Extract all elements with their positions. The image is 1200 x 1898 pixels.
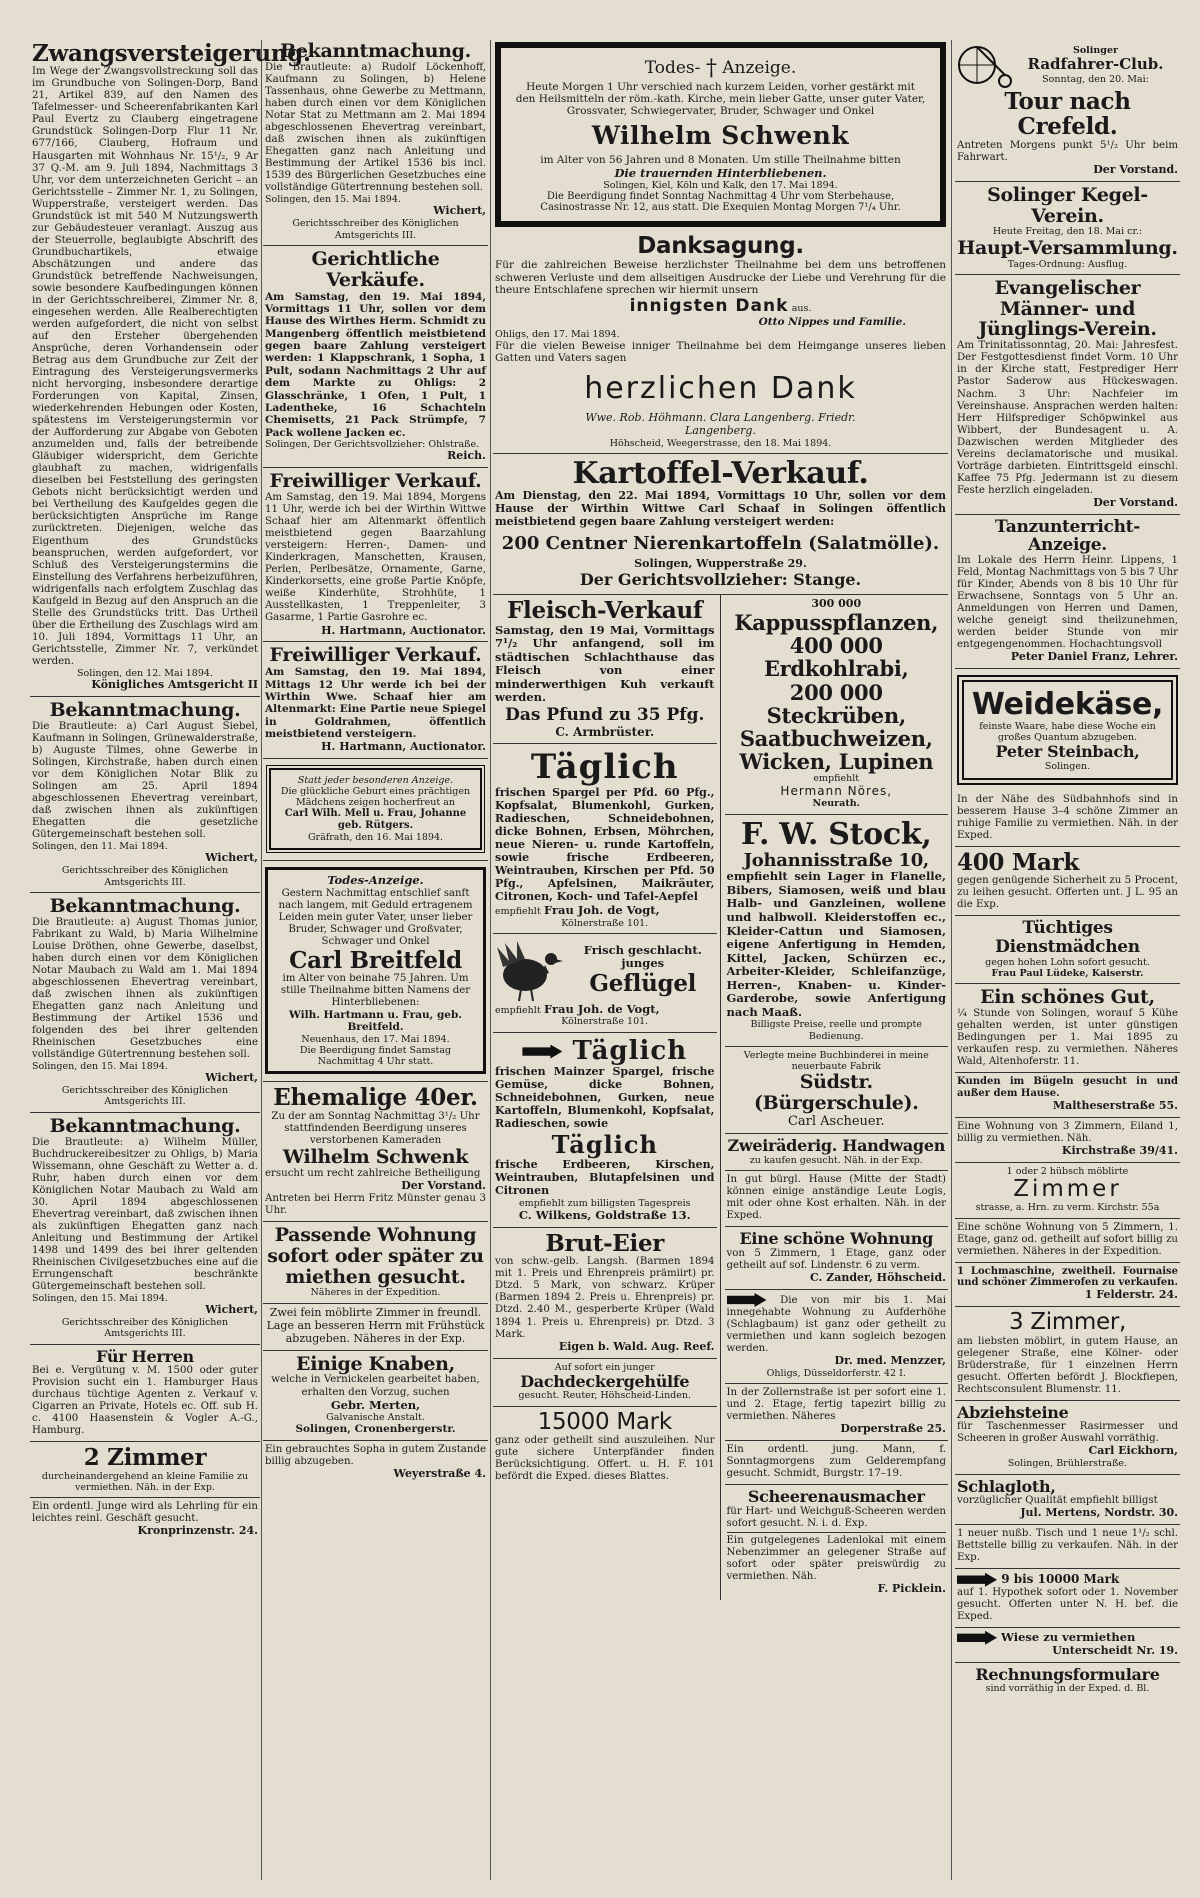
ad-signature-title: Gerichtsschreiber des Königlichen Amtsgerichts III. [61,1085,229,1108]
thanks-date: Ohligs, den 17. Mai 1894. [495,328,620,340]
column-rule [490,40,491,1880]
ad-signature: Der Vorstand. [1093,495,1178,509]
ad-place: Solingen. [1044,760,1091,772]
ad-body2: ersucht um recht zahlreiche Betheiligung [265,1167,481,1179]
ad-signature: Wichert, [205,1071,258,1085]
thanks-names: Wwe. Rob. Höhmann. Clara Langenberg. Friedr. Langenberg. [585,411,856,438]
ad-place: Solingen, Brühlerstraße. [1007,1458,1128,1470]
ad-signature: Unterscheidt Nr. 19. [1052,1643,1178,1657]
column-3 [493,38,948,1883]
ad-pre: 1 oder 2 hübsch möblirte [1006,1165,1129,1177]
ad-heading: Täglich [530,747,679,788]
ad-signature: Kirchstraße 39/41. [1061,1143,1178,1157]
ad-whetstones [955,1401,1180,1475]
ad-heading: Freiwilliger Verkauf. [269,470,482,493]
ad-heading: Eine schöne Wohnung [739,1229,933,1249]
ad-place: Ohligs, Düsseldorferstr. 42 I. [766,1368,906,1380]
ad-signature: Weyerstraße 4. [393,1466,486,1480]
column-4 [955,38,1180,1883]
ad-heading: F. W. Stock, [740,816,932,852]
ad-forms [955,1663,1180,1699]
ad-signature: Dr. med. Menzzer, [834,1354,946,1368]
ad-rooms [955,791,1180,847]
death-body: Heute Morgen 1 Uhr verschied nach kurzem Leiden, vorher gestärkt mit den Heilsmitteln der röm.-kath. Kirche, mein lieber Gatte, unser guter Vater, Grossvater, Schwiegervater, Bruder, Schwager und Onkel [515,81,926,117]
ad-heading: Fleisch-Verkauf [507,597,703,625]
ad-heading: Bekanntmachung. [49,699,241,722]
ad-flat [725,1227,949,1290]
ad-body: Am Samstag, den 19. Mai 1894, Mittags 12 Uhr werde ich bei der Wirthin Wwe. Schaaf hier am Altenmarkt: Eine Partie neue Spiegel in Goldrahmen, öffentlich meistbietend versteigern. [265,666,486,741]
ad-heading: Rechnungsformulare [975,1664,1160,1684]
ad-furnished-rooms [263,1304,488,1351]
ad-body: Zwei fein möblirte Zimmer in freundl. Lage an besseren Herrn mit Frühstück abzugeben. Näheres in der Exp. [266,1305,485,1345]
subcolumn-left [493,595,721,1600]
death-body2: im Alter von 56 Jahren und 8 Monaten. Um stille Theilnahme bitten [540,154,901,166]
ad-heading: Gerichtliche Verkäufe. [311,247,440,291]
ad-heading: 15000 Mark [537,1408,672,1435]
ad-signature: Eigen b. Wald. Aug. Reef. [558,1339,715,1353]
ad-signature: Der Gerichtsvollzieher: Stange. [579,570,862,590]
ad-announcement [30,697,260,893]
ad-apprentice [30,1498,260,1542]
ad-estate [955,984,1180,1073]
death-title-right: Anzeige. [722,58,797,78]
ad-for-gentlemen [30,1345,260,1443]
ad-room [955,1163,1180,1219]
ad-signature: H. Hartmann, Auctionator. [321,739,486,753]
ad-body: zu kaufen gesucht. Näh. in der Exp. [749,1155,923,1166]
death-funeral: Die Beerdigung findet Samstag Nachmittag 4 Uhr statt. [299,1045,452,1068]
ad-body: Die Brautleute: a) August Thomas junior, Fabrikant zu Wald, b) Maria Wilhelmine Louise Dröthen, ohne Gewerbe, daselbst, haben durch einen vor dem Königlichen Notar Maubach zu Wald am 1. Mai 1894 abgeschlossenen Ehevertrag vereinbart, daß zwischen ihnen als zukünftigen Ehegatten ganz nach Anleitung und Bestimmung der Artikel 1536 und folgenden des bei ihrer geltenden Rheinischen Gesetzbuches eine vollständige Gütertrennung bestehen soll. [32,916,258,1061]
death-names: Wilh. Hartmann u. Frau, geb. Breitfeld. [289,1009,462,1034]
death-pre: Todes-Anzeige. [327,872,424,887]
ad-heading: Südstr. (Bürgerschule). [753,1071,919,1115]
ad-heading: Zimmer [1013,1176,1122,1203]
ad-heading: Scheerenausmacher [747,1487,925,1507]
ad-signature: Dorperstraße 25. [840,1422,946,1436]
ad-lodging [725,1171,949,1227]
ad-body: Eine schöne Wohnung von 5 Zimmern, 1. Etage, ganz od. getheilt auf sofort billig zu vermiethen. Näheres in der Expedition. [957,1221,1178,1257]
ad-machine [955,1263,1180,1308]
ad-signature: Jul. Mertens, Nordstr. 30. [1020,1506,1178,1520]
birth-names: Carl Wilh. Mell u. Frau, Johanne geb. Rütgers. [284,808,467,831]
ad-heading2: Täglich [551,1130,658,1160]
ad-heading: 3 Zimmer, [1008,1309,1127,1336]
ad-heading: Brut-Eier [545,1230,665,1258]
death-body: Gestern Nachmittag entschlief sanft nach langem, mit Geduld ertragenem Leiden mein guter Vater, unser lieber Bruder, Schwager und Großvater, Schwager und Onkel [278,887,473,947]
poultry-row [495,937,715,1003]
pointing-hand-icon [727,1293,767,1307]
ad-body2: Ein gutgelegenes Ladenlokal mit einem Nebenzimmer an gelegener Straße auf sofort oder später preiswürdig zu vermiethen. Näh. [727,1532,947,1583]
ad-date: Solingen, den 15. Mai 1894. [32,1292,168,1304]
ad-body: Am Dienstag, den 22. Mai 1894, Vormittags 10 Uhr, sollen vor dem Hause der Wirthin Wittwe Carl Schaaf in Solingen öffentlich meistbietend gegen baare Zahlung versteigert werden: [495,489,946,529]
ad-heading: Evangelischer Männer- und Jünglings-Verein. [978,276,1157,341]
ad-heading: Radfahrer-Club. [1027,55,1164,74]
ad-signature: Reich. [447,449,486,463]
ad-meadow [955,1628,1180,1663]
ad-heading: Ein schönes Gut, [980,986,1155,1009]
thanks-big-row [495,296,946,316]
ad-body: Näheres in der Expedition. [310,1287,441,1299]
ad-address: Kölnerstraße 101. [561,1016,649,1028]
ad-date: Solingen, Der Gerichtsvollzieher: Ohlstraße. [265,439,480,451]
ad-heading: Bekanntmachung. [49,1114,241,1137]
birth-pre: Statt jeder besonderen Anzeige. [297,774,454,786]
ad-announcement [263,38,488,246]
ad-signature: Königliches Amtsgericht II [91,678,258,692]
ad-body: frischen Mainzer Spargel, frische Gemüse, dicke Bohnen, Schneidebohnen, Gurken, neue Kartoffeln, Blumenkohl, Kopfsalat, Radieschen, sowie [495,1065,715,1131]
ad-pre: Verlegte meine Buchbinderei in meine neuerbaute Fabrik [743,1049,929,1073]
ad-heading: Zweiräderig. Handwagen [727,1136,946,1156]
cycle-header [957,41,1178,89]
ad-plants [725,595,949,814]
ad-birth [263,759,488,861]
death-funeral: Die Beerdigung findet Sonntag Nachmittag 4 Uhr vom Sterbehause, Casinostrasse Nr. 12, aus statt. Die Exequien Montag Morgen 7¹/₄ Uhr. [540,191,901,213]
ad-veterans [263,1082,488,1221]
ad-asparagus [493,744,717,934]
ad-body: Die Brautleute: a) Wilhelm Müller, Buchdruckereibesitzer zu Ohligs, b) Maria Wissemann, ohne Geschäft zu Wetter a. d. Ruhr, haben durch einen vor dem Königlichen Notar Maubach zu Wald am 30. April 1894 abgeschlossenen Ehevertrag vereinbart, daß zwischen ihnen als zukünftigen Ehegatten ganz nach Anleitung und Bestimmung der Artikel 1498 und 1499 des bei ihrer geltenden Rheinischen Civilgesetzbuches eine auf die Errungenschaft beschränkte Gütergemeinschaft bestehen soll. [32,1136,258,1292]
birth-date: Gräfrath, den 16. Mai 1894. [307,831,444,843]
ad-signature: Maltheserstraße 55. [1052,1098,1178,1112]
ad-name: Wilhelm Schwenk [282,1145,469,1168]
ad-body: gesucht. Reuter, Höhscheid-Linden. [518,1390,692,1402]
turkey-icon [495,937,567,1003]
ad-body: In der Zollernstraße ist per sofort eine 1. und 2. Etage, fertig tapezirt billig zu vermiethen. Näheres [726,1387,946,1423]
ad-footer: Billigste Preise, reelle und prompte Bedienung. [750,1019,922,1042]
ad-potato-sale [493,454,948,595]
subcolumn-right [725,595,949,1600]
ad-signature: C. Armbrüster. [555,725,655,740]
ad-body: Die Brautleute: a) Carl August Siebel, Kaufmann in Solingen, Grünewalderstraße, b) Auguste Tilmes, ohne Gewerbe in Solingen, Kirchstraße, haben durch einen vor dem Königlichen Notar Blik zu Solingen am 25. April 1894 abgeschlossenen Ehevertrag vereinbart, daß zwischen ihnen als zukünftigen Ehegatten die gesetzliche Gütergemeinschaft bestehen soll. [32,720,258,841]
ad-signature: 1 Felderstr. 24. [1084,1288,1178,1302]
ad-heading [957,1572,1178,1587]
ad-boys-wanted [263,1351,488,1441]
ad-body-text: Die von mir bis 1. Mai innegehabte Wohnung zu Aufderhöhe (Schlagbaum) ist ganz oder getheilt zu vermiethen und kann sogleich bezogen werden. [726,1294,946,1355]
ad-heading: Ehemalige 40er. [273,1084,478,1112]
ad-heading: Bekanntmachung. [280,40,471,62]
ad-body: von schw.-gelb. Langsh. (Barmen 1894 mit 1. Preis und Ehrenpreis prämiirt) pr. Dtzd. 5 Mark, von schwarz. Krüper (Barmen 1894 2. Preis u. Ehrenpreis) pr. Dtzd. 2.40 M., gesperberte Krüper (Wald 1894 1. Preis u. Ehrenpreis) pr. Dtzd. 3 Mark. [495,1256,715,1340]
ad-heading: Abziehsteine [957,1402,1069,1422]
ad-date: Solingen, den 15. Mai 1894. [265,194,401,206]
ad-ironing [955,1073,1180,1118]
cycle-title [1013,45,1178,85]
ad-body: am liebsten möblirt, in gutem Hause, an gelegener Straße, eine Kölner- oder Brüderstraße, für 1 einzelnen Herrn gesucht. Offerten befördt J. Blockfiepen, Rechtsconsulent Blumenstr. 11. [957,1335,1178,1395]
cross-icon: † [705,56,717,81]
ad-pre: Auf sofort ein junger [554,1361,655,1373]
ad-heading: Tanzunterricht-Anzeige. [995,516,1140,556]
ad-price: Das Pfund zu 35 Pfg. [505,704,705,725]
ad-roofer [493,1359,717,1407]
ad-signature: Wichert, [205,1303,258,1317]
ad-body: für Hart- und Weichguß-Scheeren werden sofort gesucht. N. i. d. Exp. [726,1506,946,1530]
death-date: Neuenhaus, den 17. Mai 1894. [301,1033,450,1045]
ad-signature: H. Hartmann, Auctionator. [321,623,486,637]
ad-heading: Solinger Kegel-Verein. [987,183,1148,227]
ad-flat-wanted [263,1222,488,1304]
ad-signature: Kronprinzenstr. 24. [137,1524,258,1538]
ad-pre: empfiehlt [813,772,860,784]
ad-two-rooms [30,1442,260,1498]
ad-handcart [725,1134,949,1171]
thanks-date2: Höhscheid, Weegerstrasse, den 18. Mai 1894. [609,438,832,450]
ad-when: Sonntag, den 20. Mai: [1042,73,1149,85]
ad-heading: Für Herren [96,1346,194,1366]
plants-l1: 300 000 [811,597,862,611]
ad-body: gegen genügende Sicherheit zu 5 Procent, zu leihen gesucht. Offerten unt. J L. 95 an die Exp. [957,875,1178,911]
ad-three-rooms [955,1307,1180,1400]
ad-heading: 400 Mark [957,849,1080,877]
ad-thanks [493,231,948,454]
ad-date: Solingen, den 15. Mai 1894. [32,1061,168,1073]
ad-date: Solingen, den 12. Mai 1894. [77,667,213,679]
ad-body: auf 1. Hypothek sofort oder 1. November gesucht. Offerten unter N. H. bef. die Exped. [957,1586,1178,1622]
thanks-signature: Otto Nippes und Familie. [758,316,906,329]
ad-eggs [493,1228,717,1358]
column-1 [30,38,311,1883]
poultry-text [571,944,715,996]
ad-heading: 2 Zimmer [83,1444,207,1472]
ad-body: Zu der am Sonntag Nachmittag 3¹/₂ Uhr stattfindenden Beerdigung unseres verstorbenen Kameraden [271,1110,480,1146]
ad-footer [495,1003,715,1017]
thanks-aus: aus. [791,303,812,315]
ad-cycling-club [955,38,1180,182]
ad-heading-text: Täglich [572,1035,688,1066]
ad-heading: Freiwilliger Verkauf. [269,644,482,667]
ad-body: In der Nähe des Südbahnhofs sind in besserem Hause 3–4 schöne Zimmer an ruhige Familie zu vermiethen. Näh. in der Exped. [957,793,1178,842]
ad-body: Tages-Ordnung: Ausflug. [1007,258,1128,270]
ad-body: Bei e. Vergütung v. M. 1500 oder guter Provision sucht ein 1. Hamburger Haus durchaus tüchtige Agenten z. Verkauf v. Cigarren an Private, Hotels ec. Off. sub H. c. 4100 Haasenstein & Vogler A.-G., Hamburg. [32,1365,258,1437]
ad-heading-text: 9 bis 10000 Mark [1001,1572,1120,1587]
ad-daily-produce [493,1033,717,1229]
ad-pre: empfiehlt zum billigsten Tagespreis [518,1198,691,1210]
ad-body: Ein ordentl. jung. Mann, f. Sonntagmorgens zum Gelderempfang gesucht. Schmidt, Burgstr. 17–19. [726,1444,946,1480]
ad-body: welche in Vernickelen gearbeitet haben, erhalten den Vorzug, suchen [271,1374,480,1398]
thanks-big: innigsten Dank [629,296,789,317]
ad-body3: Antreten bei Herrn Fritz Münster genau 3 Uhr. [265,1192,486,1216]
plants-l4: 200 000 Steckrüben, [766,679,906,728]
pointing-hand-icon [522,1045,562,1059]
ad-heading: Schlagloth, [957,1476,1056,1496]
birth-box [269,768,482,850]
ad-young-man [725,1441,949,1485]
ad-names: Gebr. Merten, [330,1397,421,1412]
ad-body: 1 neuer nußb. Tisch und 1 neue 1¹/₂ schl. Bettstelle billig zu verkaufen. Näh. in der Exp. [957,1528,1178,1564]
death-body2: im Alter von beinahe 75 Jahren. Um stille Theilnahme bitten Namens der Hinterbliebenen: [280,973,471,1009]
ad-flat [725,1384,949,1441]
birth-body: Die glückliche Geburt eines prächtigen Mädchens zeigen hocherfreut an [280,785,471,808]
plants-l2: Kappusspflanzen, [734,610,939,636]
death-notice-main [495,42,946,227]
ad-body: gegen hohen Lohn sofort gesucht. [985,956,1150,968]
ad-evangelical [955,275,1180,515]
ad-sofa [263,1441,488,1485]
ad-body: ganz oder getheilt sind auszuleihen. Nur gute sichere Unterpfänder finden Berücksichtigung. Offert. u. H. F. 101 befördt die Exped. dieses Blattes. [495,1434,715,1482]
ad-body: von 5 Zimmern, 1 Etage, ganz oder getheilt auf sof. Lindenstr. 6 zu verm. [726,1247,946,1271]
ad-date: Solingen, den 11. Mai 1894. [32,841,168,853]
ad-table [955,1525,1180,1569]
ad-voluntary-sale [263,642,488,758]
ad-body: Antreten Morgens punkt 5¹/₂ Uhr beim Fahrwart. [957,139,1178,163]
ad-signature: Frau Joh. de Vogt, [544,903,660,918]
ad-announcement [30,1113,260,1345]
ad-heading: Dachdeckergehülfe [520,1371,690,1391]
ad-pre: Frisch geschlacht. junges [583,942,702,971]
ad-15000-mark [493,1407,717,1487]
ad-body: sind vorräthig in der Exped. d. Bl. [985,1683,1150,1695]
ad-death-notice [263,861,488,1082]
ad-heading: Danksagung. [637,233,804,259]
ad-body: Ein gebrauchtes Sopha in gutem Zustande billig abzugeben. [265,1443,486,1467]
ad-heading: Kartoffel-Verkauf. [572,456,869,492]
ad-heading: Bekanntmachung. [49,894,241,917]
ad-heading-text: Wiese zu vermiethen [1001,1629,1136,1644]
ad-body2: Galvanische Anstalt. [326,1412,425,1424]
ad-body: Eine Wohnung von 3 Zimmern, Eiland 1, billig zu vermiethen. Näh. [957,1120,1178,1144]
death-title [515,56,926,81]
ad-flat [955,1118,1180,1163]
ad-meat-sale [493,595,717,744]
ad-body2: frische Erdbeeren, Kirschen, Weintrauben, Blutapfelsinen und Citronen [495,1158,715,1198]
ad-address: Kölnerstraße 101. [561,917,649,929]
ad-heading [495,1036,715,1067]
ad-when: Heute Freitag, den 18. Mai cr.: [992,226,1143,238]
ad-big: 200 Centner Nierenkartoffeln (Salatmölle). [501,533,940,555]
ad-body: vorzüglicher Qualität empfiehlt billigst [957,1495,1158,1507]
ad-signature-title: Gerichtsschreiber des Königlichen Amtsgerichts III. [61,865,229,888]
ad-signature-title: Gerichtsschreiber des Königlichen Amtsgerichts III. [61,1317,229,1340]
thanks-big2: herzlichen Dank [584,370,857,406]
ad-body: feinste Waare, habe diese Woche ein großes Quantum abzugeben. [979,721,1156,744]
ad-body: strasse, a. Hrn. zu verm. Kirchstr. 55a [975,1202,1160,1214]
death-name: Wilhelm Schwenk [591,121,850,150]
column-rule [261,40,262,1880]
death-date: Solingen, Kiel, Köln und Kalk, den 17. Mai 1894. [603,180,838,191]
ad-heading [957,1631,1178,1645]
thanks-body2: Für die vielen Beweise inniger Theilnahme bei dem Heimgange unseres lieben Gatten und Vaters sagen [495,340,946,365]
ad-footer [495,904,715,918]
ad-signature: Wichert, [433,204,486,218]
ad-signature: Der Vorstand. [401,1178,486,1192]
ad-voluntary-sale [263,468,488,642]
ad-signature: Peter Steinbach, [995,742,1140,762]
ad-place: Neurath. [812,798,860,810]
ad-body: Ein ordentl. Junge wird als Lehrling für ein leichtes reinl. Geschäft gesucht. [32,1501,258,1525]
ad-bookbindery [725,1047,949,1135]
ad-signature: Solingen, Cronenbergerstr. [295,1423,456,1436]
death-box [265,867,486,1074]
death-name: Carl Breitfeld [289,946,462,974]
ad-body [727,1293,947,1355]
ad-body: frischen Spargel per Pfd. 60 Pfg., Kopfsalat, Blumenkohl, Gurken, Radieschen, Schneidebohnen, dicke Bohnen, Erbsen, Möhrchen, neue Nieren- u. runde Kartoffeln, sowie frische Erdbeeren, Weintrauben, Kirschen per Pfd. 50 Pfg., Apfelsinen, Maikräuter, Citronen, Koch- und Tafel-Aepfel [495,786,715,904]
ad-heading: Einige Knaben, [296,1352,455,1375]
ad-cheese [957,675,1178,785]
ad-signature: Wichert, [205,851,258,865]
ad-body: Samstag, den 19 Mai, Vormittags 7¹/₂ Uhr anfangend, soll im städtischen Schlachthause das Fleisch von einer minderwerthigen Kuh verkauft werden. [495,622,715,705]
plants-l5: Saatbuchweizen, [739,725,933,751]
ad-announcement [30,893,260,1113]
death-signature: Die trauernden Hinterbliebenen. [614,166,827,180]
column-rule [951,40,952,1880]
ad-body: durcheinandergehend an kleine Familie zu vermiethen. Näh. in der Exp. [41,1470,249,1493]
ad-body: 1 Lochmaschine, zweitheil. Fournaise und schöner Zimmerofen zu verkaufen. [957,1265,1179,1289]
plants-l6: Wicken, Lupinen [739,748,934,774]
ad-signature: Der Vorstand. [1093,162,1178,176]
ad-place: Solingen, Wupperstraße 29. [634,557,807,571]
ad-heading: Geflügel [589,969,697,997]
two-column-block [493,595,948,1600]
ad-pre: empfiehlt [495,906,541,918]
ad-signature: C. Wilkens, Goldstraße 13. [518,1208,691,1223]
ad-body: Am Samstag, den 19. Mai 1894, Morgens 11 Uhr, werde ich bei der Wirthin Wittwe Schaaf hier am Altenmarkt öffentlich meistbietend gegen Baarzahlung versteigern: Herren-, Damen- und Kinderkragen, Manschetten, Krausen, Perlen, Perlbesätze, Ornamente, Garne, Kinderkorsetts, eine große Partie Knöpfe, weiße Kinderhüte, Strohhüte, 1 Ausstellkasten, 1 Treppenleiter, 3 Gasarme, 1 Partie Gasrohre ec. [265,492,486,624]
ad-poultry [493,934,717,1033]
ad-solder [955,1475,1180,1526]
ad-pre: Solinger [1072,44,1118,56]
ad-body: In gut bürgl. Hause (Mitte der Stadt) können einige anständige Leute Logis, mit oder ohne Kost erhalten. Näh. in der Exped. [726,1174,946,1222]
ad-dance-lessons [955,515,1180,670]
penny-farthing-icon [957,41,1013,89]
ad-bowling-club [955,182,1180,275]
death-title-left: Todes- [644,58,701,78]
ad-signature: C. Zander, Höhscheid. [809,1270,946,1284]
ad-heading: Zwangsversteigerung. [32,40,311,67]
ad-signature: Peter Daniel Franz, Lehrer. [1010,650,1178,664]
plants-l3: 400 000 Erdkohlrabi, [763,633,909,682]
ad-big: Tour nach Crefeld. [1004,88,1131,141]
ad-signature: Hermann Nöres, [780,784,893,799]
ad-flat [725,1290,949,1384]
ad-signature: Carl Eickhorn, [1088,1444,1178,1458]
ad-stock [725,815,949,1047]
ad-body: für Taschenmesser Rasirmesser und Scheeren in großer Auswahl vorräthig. [957,1421,1178,1445]
ad-body: Im Lokale des Herrn Heinr. Lippens, 1 Feld, Montag Nachmittags von 5 bis 7 Uhr für Kinder, Abends von 8 bis 10 Uhr für Erwachsene, Sonntags von 5 Uhr an. Anmeldungen von Herren und Damen, welche geneigt sind theilzunehmen, werden beider Stunde von mir entgegengenommen. Hochachtungsvoll [957,555,1178,651]
ad-signature: Frau Paul Lüdeke, Kaiserstr. [991,968,1144,980]
pointing-hand-icon [957,1573,997,1587]
ad-forced-auction [30,38,311,697]
ad-body: ¼ Stunde von Solingen, worauf 5 Kühe gehalten werden, ist unter günstigen Bedingungen per 1. Mai 1895 zu verkaufen resp. zu vermiethen. Näheres Wald, Altenhoferstr. 11. [957,1008,1178,1068]
ad-body: Kunden im Bügeln gesucht in und außer dem Hause. [957,1076,1178,1100]
ad-big: Haupt-Versammlung. [957,236,1178,259]
ad-pre2: empfiehlt [495,1004,541,1016]
ad-heading: Weidekäse, [971,687,1164,723]
ad-court-sales [263,246,488,468]
ad-signature: Frau Joh. de Vogt, [544,1001,660,1016]
ad-body: Im Wege der Zwangsvollstreckung soll das im Grundbuche von Solingen-Dorp, Band 21, Artikel 839, auf den Namen des Tafelmesser- und Scheerenfabrikanten Karl Paul Evertz zu Clauberg eingetragene Grundstück Solingen-Dorp Flur 11 Nr. 677/166, Clauberg, Hofraum und Hausgarten mit Wohnhaus Nr. 15¹/₂, 9 Ar 37 Q.-M. am 9. Juli 1894, Nachmittags 3 Uhr, vor dem unterzeichneten Gericht – an Gerichtsstelle – Zimmer Nr. 1, zu Solingen, Wupperstraße, versteigert werden. Das Grundstück ist mit 540 M Nutzungswerth zur Gebäudesteuer veranlagt. Auszug aus der Steuerrolle, beglaubigte Abschrift des Grundbuchartikels, etwaige Abschätzungen und andere das Grundstück betreffende Nachweisungen, sowie besondere Kaufbedingungen können in der Gerichtsschreiberei, Zimmer Nr. 8, eingesehen werden. Alle Realberechtigten werden aufgefordert, die nicht von selbst auf den Ersteher übergehenden Ansprüche, deren Vorhandensein oder Betrag aus dem Grundbuche zur Zeit der Eintragung des Versteigerungsvermerks nicht hervorging, insbesondere derartige Forderungen von Kapital, Zinsen, wiederkehrenden Hebungen oder Kosten, spätestens im Versteigerungstermin vor der Aufforderung zur Abgabe von Geboten anzumelden und, falls der betreibende Gläubiger widerspricht, dem Gerichte glaubhaft zu machen, widrigenfalls dieselben bei Feststellung des geringsten Gebots nicht berücksichtigt werden und bei Vertheilung des Kaufgeldes gegen die berücksichtigten Ansprüche im Range zurücktreten. Diejenigen, welche das Eigenthum des Grundstücks beanspruchen, werden aufgefordert, vor Schluß des Versteigerungstermins die Einstellung des Verfahrens herbeizuführen, widrigenfalls nach erfolgtem Zuschlag das Kaufgeld in Bezug auf den Anspruch an die Stelle des Grundstücks tritt. Das Urtheil über die Ertheilung des Zuschlags wird am 10. Juli 1894, Vormittags 11 Uhr, an Gerichtsstelle, Zimmer Nr. 7, verkündet werden. [32,66,258,667]
ad-shears [725,1485,949,1600]
ad-body: Die Brautleute: a) Rudolf Löckenhoff, Kaufmann zu Solingen, b) Helene Tassenhaus, ohne Gewerbe zu Mettmann, haben durch einen vor dem Königlichen Notar Stat zu Mettmann am 2. Mai 1894 abgeschlossenen Ehevertrag vereinbart, daß zwischen ihnen als zukünftigen Ehegatten ganz nach Anleitung und Bestimmung der Artikel 1536 bis incl. 1539 des Bürgerlichen Gesetzbuches eine vollständige Gütertrennung bestehen soll. [265,61,486,194]
ad-body: Am Trinitatissonntag, 20. Mai: Jahresfest. Der Festgottesdienst findet Vorm. 10 Uhr in der Kirche statt, Festprediger Herr Pastor Saderow aus Hückeswagen. Nachm. 3 Uhr: Nachfeier im Vereinshause. Ansprachen werden halten: Herr Hilfsprediger Schöpwinkel aus Wibbert, der Bundesagent u. A. Dazwischen werden Mitglieder des Vereins declamatorische und musikal. Vorträge darbieten. Eintrittsgeld einschl. Kaffee 75 Pfg. Jedermann ist zu diesem Feste herzlich eingeladen. [957,340,1178,496]
thanks-body: Für die zahlreichen Beweise herzlichster Theilnahme bei dem uns betroffenen schweren Verluste und dem allseitigen Ausdrucke der Liebe und Verehrung für die theure Entschlafene sprechen wir hiermit unsern [495,259,946,297]
ad-body: empfiehlt sein Lager in Flanelle, Bibers, Siamosen, weiß und blau Halb- und Ganzleinen, wollene und halbwoll. Kleiderstoffen ec., Kleider-Cattun und Siamosen, eigene Anfertigung in Hemden, Kittel, Jacken, Schürzen ec., Arbeiter-Kleider, Schleifanzüge, Herren-, Knaben- u. Kinder-Garderobe, sowie Anfertigung nach Maaß. [726,869,946,1019]
column-2 [263,38,488,1883]
ad-signature-title: Gerichtsschreiber des Königlichen Amtsgerichts III. [292,218,459,241]
ad-signature: Carl Ascheuer. [787,1114,885,1130]
ad-flat [955,1219,1180,1263]
ad-body: Am Samstag, den 19. Mai 1894, Vormittags 11 Uhr, sollen vor dem Hause des Wirthes Herm. Schmidt zu Mangenberg öffentlich meistbietend gegen baare Zahlung versteigert werden: 1 Klappschrank, 1 Sopha, 1 Pult, sodann Nachmittags 2 Uhr auf dem Markte zu Ohligs: 2 Glasschränke, 1 Ofen, 1 Pult, 1 Ladentheke, 16 Schachteln Chemisetts, 21 Pack Strümpfe, 7 Pack wollene Jacken ec. [265,290,486,439]
ad-400-mark [955,847,1180,916]
ad-heading: Tüchtiges Dienstmädchen [995,918,1140,958]
ad-signature: F. Picklein. [877,1582,946,1596]
ad-heading: Passende Wohnung sofort oder später zu miethen gesucht. [267,1223,484,1288]
ad-address: Johannisstraße 10, [743,849,929,871]
ad-10000-mark [955,1569,1180,1628]
pointing-hand-icon [957,1631,997,1645]
ad-maid-wanted [955,916,1180,984]
